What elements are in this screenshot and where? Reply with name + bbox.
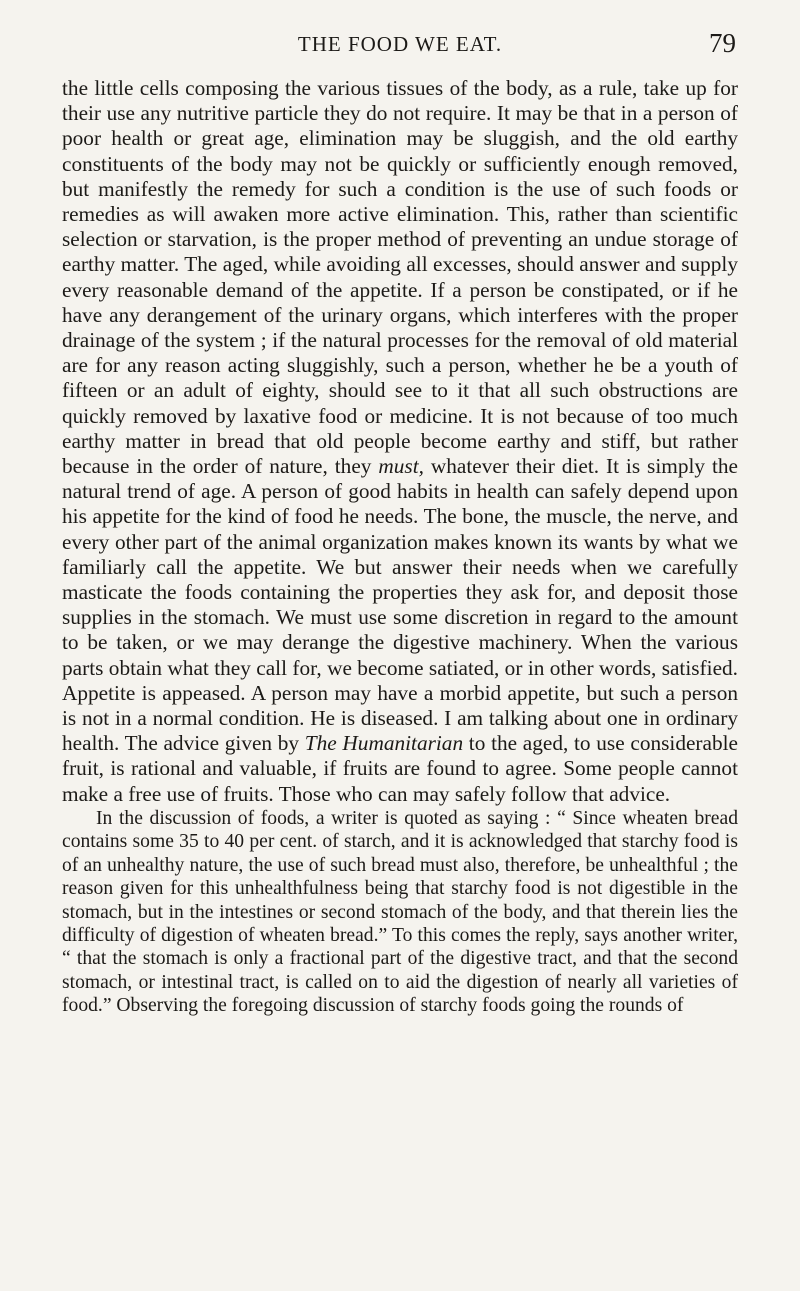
page-number: 79	[709, 28, 736, 58]
paragraph-discussion: In the discussion of foods, a writer is quoted as saying : “ Since wheaten bread contains some 35 to 40 per cent. of starch, and it is acknowledged that starchy food is of an unhealthy nature, the use of such bread must also, therefore, be unhealthful ; the reason given for this unhealthfulness being that starchy food is not digestible in the stomach, but in the intestines or second stomach of the body, and that therein lies the difficulty of digestion of wheaten bread.” To this comes the reply, says another writer, “ that the stomach is only a fractional part of the digestive tract, and that the second stomach, or intestinal tract, is called on to aid the digestion of nearly all varieties of food.” Observing the foregoing discussion of starchy foods going the rounds of	[62, 807, 738, 1017]
body-text	[62, 76, 738, 1018]
paragraph-continued	[62, 76, 738, 807]
emphasis-source-title: The Humanitarian	[304, 731, 464, 756]
paragraph-text: the little cells composing the various tissues of the body, as a rule, take up for their use any nutritive particle they do not require. It may be that in a person of poor health or great age, elimination may be sluggish, and the old earthy constituents of the body may not be quickly or sufficiently enough removed, but manifestly the remedy for such a condition is the use of such foods or remedies as will awaken more active elimination. This, rather than scientific selection or starvation, is the proper method of preventing an undue storage of earthy matter. The aged, while avoiding all excesses, should answer and supply every reasonable demand of the appetite. If a person be constipated, or if he have any derangement of the urinary organs, which interferes with the proper drainage of the system ; if the natural processes for the removal of old material are for any reason acting sluggishly, such a person, whether he be a youth of fifteen or an adult of eighty, should see to it that all such obstructions are quickly removed by laxative food or medicine. It is not because of too much earthy matter in bread that old people become earthy and stiff, but rather because in the order of nature, they	[62, 76, 738, 479]
paragraph-text: to the aged, to use considerable fruit, is rational and valuable, if fruits are found to agree. Some people cannot make a free use of fruits. Those who can may safely follow that advice.	[62, 731, 738, 806]
emphasis-must: must,	[378, 454, 424, 479]
running-head	[62, 28, 738, 62]
paragraph-text: whatever their diet. It is simply the natural trend of age. A person of good habits in health can safely depend upon his appetite for the kind of food he needs. The bone, the muscle, the nerve, and every other part of the animal organization makes known its wants by what we familiarly call the appetite. We but answer their needs when we carefully masticate the foods containing the properties they ask for, and deposit those supplies in the stomach. We must use some discretion in regard to the amount to be taken, or we may derange the digestive machinery. When the various parts obtain what they call for, we become satiated, or in other words, satisfied. Appetite is appeased. A person may have a morbid appetite, but such a person is not in a normal condition. He is diseased. I am talking about one in ordinary health. The advice given by	[62, 454, 738, 756]
running-title: THE FOOD WE EAT.	[297, 32, 503, 56]
